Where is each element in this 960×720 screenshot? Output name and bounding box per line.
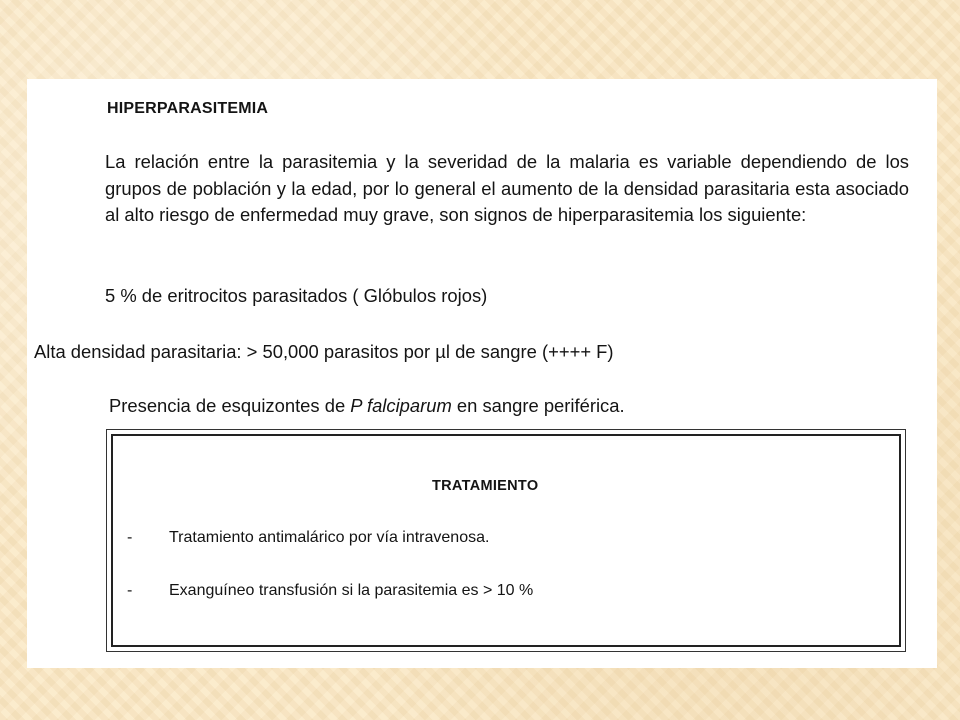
treatment-item — [127, 529, 489, 547]
bullet-dash: - — [127, 582, 133, 599]
sign-schizonts — [109, 395, 625, 417]
sign-schizonts-before: Presencia de esquizontes de — [109, 395, 351, 416]
treatment-item-text: Tratamiento antimalárico por vía intravenosa. — [169, 529, 490, 546]
sign-parasite-density: Alta densidad parasitaria: > 50,000 parasitos por µl de sangre (++++ F) — [34, 341, 614, 362]
treatment-item-text: Exanguíneo transfusión si la parasitemia es > 10 % — [169, 582, 534, 599]
section-heading: HIPERPARASITEMIA — [107, 100, 269, 117]
bullet-dash: - — [127, 529, 133, 546]
sign-erythrocytes: 5 % de eritrocitos parasitados ( Glóbulos rojos) — [105, 285, 488, 306]
treatment-box-inner-border — [111, 434, 901, 647]
intro-paragraph: La relación entre la parasitemia y la severidad de la malaria es variable dependiendo de los grupos de población y la edad, por lo general el aumento de la densidad parasitaria esta asociado al alto riesgo de enfermedad muy grave, son signos de hiperparasitemia los siguiente: — [105, 151, 909, 225]
sign-schizonts-after: en sangre periférica. — [451, 395, 625, 416]
treatment-box — [106, 429, 906, 652]
species-name: P falciparum — [350, 395, 452, 416]
treatment-item — [127, 582, 533, 600]
treatment-title: TRATAMIENTO — [432, 478, 539, 494]
document-page — [27, 79, 937, 668]
